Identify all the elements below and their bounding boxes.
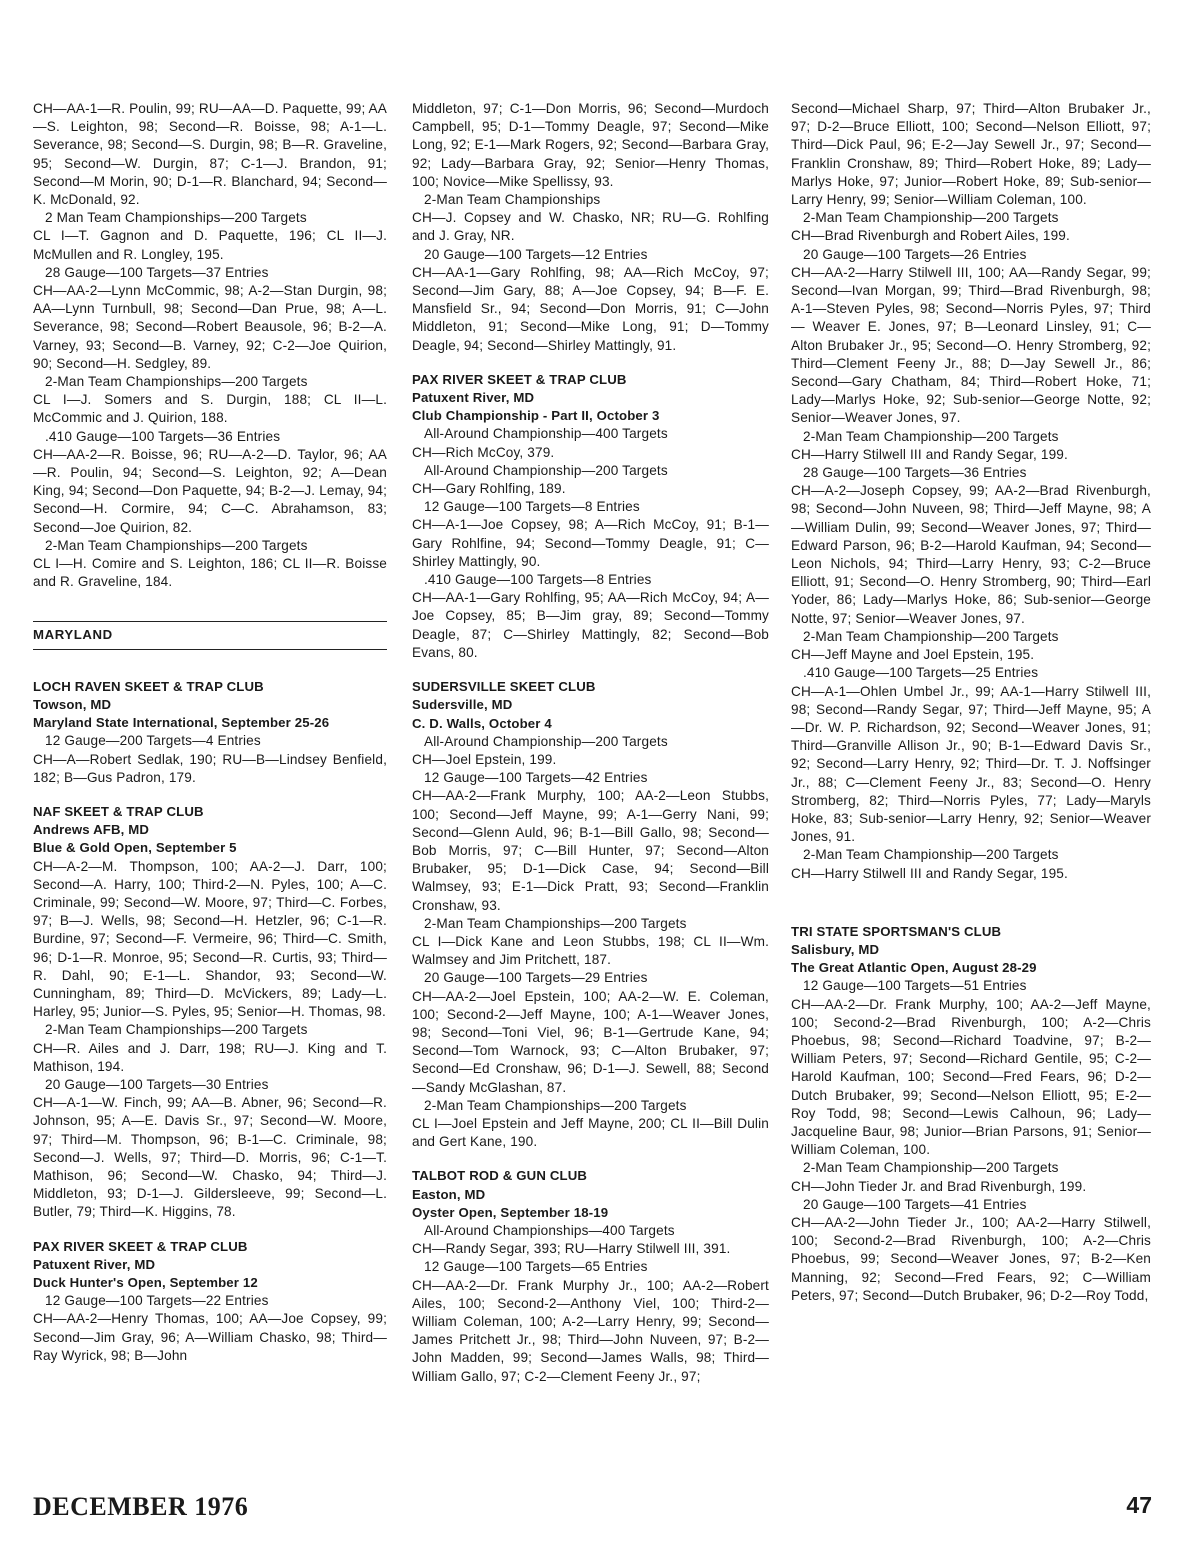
results-paragraph: CH—Gary Rohlfing, 189. — [412, 481, 566, 497]
event-category-line: 2-Man Team Championship—200 Targets — [803, 428, 1059, 444]
results-paragraph: CH—A-2—Joseph Copsey, 99; AA-2—Brad Rivenburgh, 98; Second—John Nuveen, 98; Third—Jeff Mayne, 98; A—William Dulin, 99; Second—Weaver Jones, 97; Third—Edward Parson, 96; B-2—Harold Kaufman, 94; Second—Leon Nichols, 94; Third—Larry Henry, 93; C-2—Bruce Elliott, 91; Second—O. Henry Stromberg, 90; Third—Earl Yoder, 86; Lady—Marlys Hoke, 86; Sub-senior—George Notte, 97; Senior—Weaver Jones, 97. — [791, 483, 1151, 626]
event-category-line: 12 Gauge—100 Targets—42 Entries — [424, 770, 648, 786]
text-column-2 — [412, 100, 769, 1386]
event-category-line: .410 Gauge—100 Targets—25 Entries — [803, 665, 1039, 681]
event-category-line: 12 Gauge—100 Targets—65 Entries — [424, 1259, 648, 1275]
event-category-line: 2-Man Team Championships — [424, 192, 601, 208]
page-number: 47 — [1126, 1492, 1152, 1518]
results-paragraph: CH—John Tieder Jr. and Brad Rivenburgh, 199. — [791, 1178, 1087, 1194]
event-category-line: 2-Man Team Championship—200 Targets — [803, 628, 1059, 644]
event-category-line: 12 Gauge—100 Targets—51 Entries — [803, 978, 1027, 994]
results-paragraph: CH—AA-2—R. Boisse, 96; RU—A-2—D. Taylor, 96; AA—R. Poulin, 94; Second—S. Leighton, 92; A—Dean King, 94; Second—Don Paquette, 94; B-2—J. Lemay, 94; Second—H. Cormire, 94; C—C. Abrahamson, 83; Second—Joe Quirion, 82. — [33, 446, 387, 535]
event-subheading: Blue & Gold Open, September 5 — [33, 840, 237, 856]
event-category-line: 20 Gauge—100 Targets—12 Entries — [424, 246, 648, 262]
results-paragraph: CH—AA-2—Harry Stilwell III, 100; AA—Randy Segar, 99; Second—Ivan Morgan, 99; Third—Brad Rivenburgh, 98; A-1—Steven Pyles, 98; Second—Norris Pyles, 97; Third — Weaver E. Jones, 97; B—Leonard Linsley, 91; C—Alton Brubaker Jr., 95; Second—O. Henry Stromberg, 92; Third—Clement Feeny Jr., 88; D—Jay Sewell Jr., 86; Second—Gary Chatham, 84; Third—Robert Hoke, 71; Lady—Marlys Hoke, 92; Sub-senior—George Notte, 92; Senior—Weaver Jones, 97. — [791, 264, 1151, 426]
event-category-line: 2-Man Team Championships—200 Targets — [45, 1022, 308, 1038]
event-category-line: 20 Gauge—100 Targets—29 Entries — [424, 970, 648, 986]
results-paragraph: CL I—J. Somers and S. Durgin, 188; CL II—L. McCommic and J. Quirion, 188. — [33, 392, 387, 426]
results-paragraph: CH—AA-2—Dr. Frank Murphy Jr., 100; AA-2—Robert Ailes, 100; Second-2—Anthony Viel, 100; Third-2—William Coleman, 100; A-2—Larry Henry, 99; Second—James Pritchett Jr., 98; Third—John Nuveen, 97; B-2—John Madden, 99; Second—James Walls, 98; Third—William Gallo, 97; C-2—Clement Feeny Jr., 97; — [412, 1277, 769, 1384]
results-paragraph: CH—A—Robert Sedlak, 190; RU—B—Lindsey Benfield, 182; B—Gus Padron, 179. — [33, 751, 387, 785]
event-subheading: Maryland State International, September 25-26 — [33, 715, 330, 731]
results-paragraph: CH—Rich McCoy, 379. — [412, 444, 555, 460]
results-paragraph: CH—AA-2—Frank Murphy, 100; AA-2—Leon Stubbs, 100; Second—Jeff Mayne, 99; A-1—Gerry Nani, 99; Second—Glenn Auld, 96; B-1—Bill Gallo, 98; Second—Bob Morris, 97; C—Bill Hunter, 97; Second—Alton Brubaker, 95; D-1—Dick Case, 94; Second—Bill Walmsey, 93; E-1—Dick Pratt, 93; Second—Franklin Cronshaw, 93. — [412, 788, 769, 913]
results-paragraph: CH—AA-2—Joel Epstein, 100; AA-2—W. E. Coleman, 100; Second-2—Jeff Mayne, 100; A-1—Weaver Jones, 98; Second—Toni Viel, 96; B-1—Gertrude Kane, 94; Second—Tom Warnock, 93; C—Alton Brubaker, 97; Second—Ed Cronshaw, 96; D-1—J. Sewell, 88; Second—Sandy McGlashan, 87. — [412, 988, 769, 1095]
club-heading: TALBOT ROD & GUN CLUB — [412, 1168, 588, 1184]
state-heading: MARYLAND — [33, 627, 113, 643]
event-category-line: 12 Gauge—100 Targets—8 Entries — [424, 499, 640, 515]
section-divider — [33, 621, 387, 622]
event-category-line: 12 Gauge—200 Targets—4 Entries — [45, 733, 261, 749]
event-category-line: 2-Man Team Championship—200 Targets — [803, 210, 1059, 226]
event-category-line: All-Around Championship—200 Targets — [424, 733, 668, 749]
event-category-line: 20 Gauge—100 Targets—41 Entries — [803, 1196, 1027, 1212]
event-subheading: Towson, MD — [33, 696, 112, 712]
club-heading: PAX RIVER SKEET & TRAP CLUB — [33, 1238, 248, 1254]
results-paragraph: Second—Michael Sharp, 97; Third—Alton Brubaker Jr., 97; D-2—Bruce Elliott, 100; Second—Nelson Elliott, 97; Third—Dick Paul, 96; E-2—Jay Sewell Jr., 97; Second—Franklin Cronshaw, 89; Third—Robert Hoke, 89; Lady—Marlys Hoke, 97; Junior—Robert Hoke, 89; Sub-senior—Larry Henry, 99; Senior—William Coleman, 100. — [791, 101, 1151, 208]
results-paragraph: Middleton, 97; C-1—Don Morris, 96; Second—Murdoch Campbell, 95; D-1—Tommy Deagle, 97; Second—Mike Long, 92; E-1—Mark Rogers, 92; Second—Barbara Gray, 92; Lady—Barbara Gray, 92; Senior—Henry Thomas, 100; Novice—Mike Spellissy, 93. — [412, 101, 769, 189]
event-category-line: 28 Gauge—100 Targets—37 Entries — [45, 264, 269, 280]
event-category-line: 2-Man Team Championship—200 Targets — [803, 847, 1059, 863]
club-heading: TRI STATE SPORTSMAN'S CLUB — [791, 923, 1002, 939]
event-category-line: .410 Gauge—100 Targets—36 Entries — [45, 428, 281, 444]
results-paragraph: CH—J. Copsey and W. Chasko, NR; RU—G. Rohlfing and J. Gray, NR. — [412, 210, 769, 244]
results-paragraph: CH—A-1—Ohlen Umbel Jr., 99; AA-1—Harry Stilwell III, 98; Second—Randy Segar, 97; Third—Jeff Mayne, 95; A—Dr. W. P. Richardson, 92; Second—Weaver Jones, 91; Third—Granville Allison Jr., 90; B-1—Edward Davis Sr., 92; Second—Larry Henry, 92; Third—Dr. T. J. Noffsinger Jr., 88; C—Clement Feeny Jr., 83; Second—O. Henry Stromberg, 82; Third—Norris Pyles, 77; Lady—Maryls Hoke, 83; Sub-senior—Larry Henry, 92; Senior—Weaver Jones, 91. — [791, 683, 1151, 845]
event-subheading: LOCH RAVEN SKEET & TRAP CLUB — [33, 678, 264, 694]
results-paragraph: CH—AA-2—Dr. Frank Murphy, 100; AA-2—Jeff Mayne, 100; Second-2—Brad Rivenburgh, 100; A-2—Chris Phoebus, 98; Second—Richard Toadvine, 97; B-2—William Peters, 97; Second—Richard Gentile, 95; C-2—Harold Kaufman, 100; Second—Fred Fears, 96; D-2—Dutch Brubaker, 99; Second—Nelson Elliott, 95; E-2—Roy Todd, 98; Second—Lewis Calhoun, 96; Lady—Jacqueline Baur, 98; Junior—Brian Parsons, 91; Senior—William Coleman, 100. — [791, 996, 1151, 1158]
event-subheading: Andrews AFB, MD — [33, 822, 150, 838]
text-column-3 — [791, 100, 1151, 1305]
club-heading: NAF SKEET & TRAP CLUB — [33, 803, 204, 819]
event-subheading: Patuxent River, MD — [412, 390, 535, 406]
results-paragraph: CH—Harry Stilwell III and Randy Segar, 195. — [791, 865, 1068, 881]
event-category-line: 12 Gauge—100 Targets—22 Entries — [45, 1293, 269, 1309]
event-subheading: Easton, MD — [412, 1186, 486, 1202]
event-category-line: All-Around Championship—400 Targets — [424, 426, 668, 442]
results-paragraph: CH—AA-1—R. Poulin, 99; RU—AA—D. Paquette, 99; AA—S. Leighton, 98; Second—R. Boisse, 98; A-1—L. Severance, 98; Second—S. Durgin, 98; B—R. Graveline, 95; Second—W. Durgin, 87; C-1—J. Brandon, 91; Second—M Morin, 90; D-1—R. Blanchard, 94; Second—K. McDonald, 92. — [33, 101, 387, 208]
results-paragraph: CH—Joel Epstein, 199. — [412, 751, 557, 767]
event-category-line: 2-Man Team Championship—200 Targets — [803, 1160, 1059, 1176]
results-paragraph: CH—R. Ailes and J. Darr, 198; RU—J. King and T. Mathison, 194. — [33, 1040, 387, 1074]
results-paragraph: CH—Brad Rivenburgh and Robert Ailes, 199. — [791, 228, 1070, 244]
event-subheading: Sudersville, MD — [412, 697, 513, 713]
event-category-line: 20 Gauge—100 Targets—30 Entries — [45, 1076, 269, 1092]
results-paragraph: CH—A-2—M. Thompson, 100; AA-2—J. Darr, 100; Second—A. Harry, 100; Third-2—N. Pyles, 100; A—C. Criminale, 99; Second—W. Moore, 97; Third—C. Forbes, 97; B—J. Wells, 98; Second—H. Hetzler, 96; C-1—R. Burdine, 97; Second—F. Vermeire, 96; Third—C. Smith, 96; D-1—R. Monroe, 95; Second—R. Curtis, 93; Third—R. Dahl, 90; E-1—L. Shandor, 93; Second—W. Cunningham, 89; Third—D. McVickers, 89; Lady—L. Harley, 95; Junior—S. Pyles, 95; Senior—H. Thomas, 98. — [33, 858, 387, 1020]
event-category-line: All-Around Championships—400 Targets — [424, 1222, 675, 1238]
club-heading: PAX RIVER SKEET & TRAP CLUB — [412, 371, 627, 387]
results-paragraph: CH—Harry Stilwell III and Randy Segar, 199. — [791, 446, 1068, 462]
section-divider — [33, 649, 387, 650]
event-subheading: Club Championship - Part II, October 3 — [412, 408, 660, 424]
event-subheading: C. D. Walls, October 4 — [412, 715, 552, 731]
event-category-line: .410 Gauge—100 Targets—8 Entries — [424, 572, 652, 588]
results-paragraph: CH—Randy Segar, 393; RU—Harry Stilwell III, 391. — [412, 1241, 731, 1257]
event-subheading: Oyster Open, September 18-19 — [412, 1204, 609, 1220]
results-paragraph: CL I—H. Comire and S. Leighton, 186; CL II—R. Boisse and R. Graveline, 184. — [33, 556, 387, 590]
event-category-line: 20 Gauge—100 Targets—26 Entries — [803, 246, 1027, 262]
results-paragraph: CL I—Dick Kane and Leon Stubbs, 198; CL II—Wm. Walmsey and Jim Pritchett, 187. — [412, 933, 769, 968]
event-category-line: 2-Man Team Championships—200 Targets — [45, 374, 308, 390]
event-category-line: 2-Man Team Championships—200 Targets — [424, 915, 687, 931]
event-subheading: Salisbury, MD — [791, 941, 880, 957]
event-category-line: All-Around Championship—200 Targets — [424, 462, 668, 478]
event-subheading: The Great Atlantic Open, August 28-29 — [791, 960, 1037, 976]
results-paragraph: CL I—Joel Epstein and Jeff Mayne, 200; CL II—Bill Dulin and Gert Kane, 190. — [412, 1115, 769, 1150]
event-category-line: 2-Man Team Championships—200 Targets — [45, 537, 308, 553]
event-category-line: 2-Man Team Championships—200 Targets — [424, 1097, 687, 1113]
results-paragraph: CH—A-1—W. Finch, 99; AA—B. Abner, 96; Second—R. Johnson, 95; A—E. Davis Sr., 97; Second—W. Moore, 97; Third—M. Thompson, 96; B-1—C. Criminale, 98; Second—J. Wells, 97; Third—D. Morris, 96; C-1—T. Mathison, 96; Second—W. Chasko, 94; Third—J. Middleton, 93; D-1—J. Gildersleeve, 99; Second—L. Butler, 79; Third—K. Higgins, 78. — [33, 1095, 387, 1220]
event-category-line: 28 Gauge—100 Targets—36 Entries — [803, 465, 1027, 481]
results-paragraph: CH—AA-2—Henry Thomas, 100; AA—Joe Copsey, 99; Second—Jim Gray, 96; A—William Chasko, 98; Third—Ray Wyrick, 98; B—John — [33, 1311, 387, 1363]
issue-date-footer: DECEMBER 1976 — [33, 1492, 249, 1521]
results-paragraph: CH—AA-2—John Tieder Jr., 100; AA-2—Harry Stilwell, 100; Second-2—Brad Rivenburgh, 100; A-2—Chris Phoebus, 99; Second—Weaver Jones, 97; B-2—Ken Manning, 92; Second—Fred Fears, 92; C—William Peters, 97; Second—Dutch Brubaker, 96; D-2—Roy Todd, — [791, 1214, 1151, 1303]
results-paragraph: CH—AA-1—Gary Rohlfing, 98; AA—Rich McCoy, 97; Second—Jim Gary, 88; A—Joe Copsey, 94; B—F. E. Mansfield Sr., 94; Second—Don Morris, 91; C—John Middleton, 91; Second—Mike Long, 91; D—Tommy Deagle, 94; Second—Shirley Mattingly, 91. — [412, 264, 769, 353]
results-paragraph: CH—AA-2—Lynn McCommic, 98; A-2—Stan Durgin, 98; AA—Lynn Turnbull, 98; Second—Dan Prue, 98; A—L. Severance, 98; Second—Robert Beausole, 96; B-2—A. Varney, 93; Second—B. Varney, 92; C-2—Joe Quirion, 90; Second—H. Sedgley, 89. — [33, 283, 387, 371]
results-paragraph: CH—Jeff Mayne and Joel Epstein, 195. — [791, 647, 1035, 663]
event-subheading: Patuxent River, MD — [33, 1256, 156, 1272]
results-paragraph: CL I—T. Gagnon and D. Paquette, 196; CL II—J. McMullen and R. Longley, 195. — [33, 228, 387, 262]
text-column-1 — [33, 100, 387, 1365]
event-category-line: 2 Man Team Championships—200 Targets — [45, 210, 307, 226]
results-paragraph: CH—A-1—Joe Copsey, 98; A—Rich McCoy, 91; B-1—Gary Rohlfine, 94; Second—Tommy Deagle, 91; C—Shirley Mattingly, 90. — [412, 517, 769, 569]
event-subheading: Duck Hunter's Open, September 12 — [33, 1274, 258, 1290]
results-paragraph: CH—AA-1—Gary Rohlfing, 95; AA—Rich McCoy, 94; A—Joe Copsey, 85; B—Jim gray, 89; Second—Tommy Deagle, 87; C—Shirley Mattingly, 82; Second—Bob Evans, 80. — [412, 590, 769, 660]
club-heading: SUDERSVILLE SKEET CLUB — [412, 679, 596, 695]
